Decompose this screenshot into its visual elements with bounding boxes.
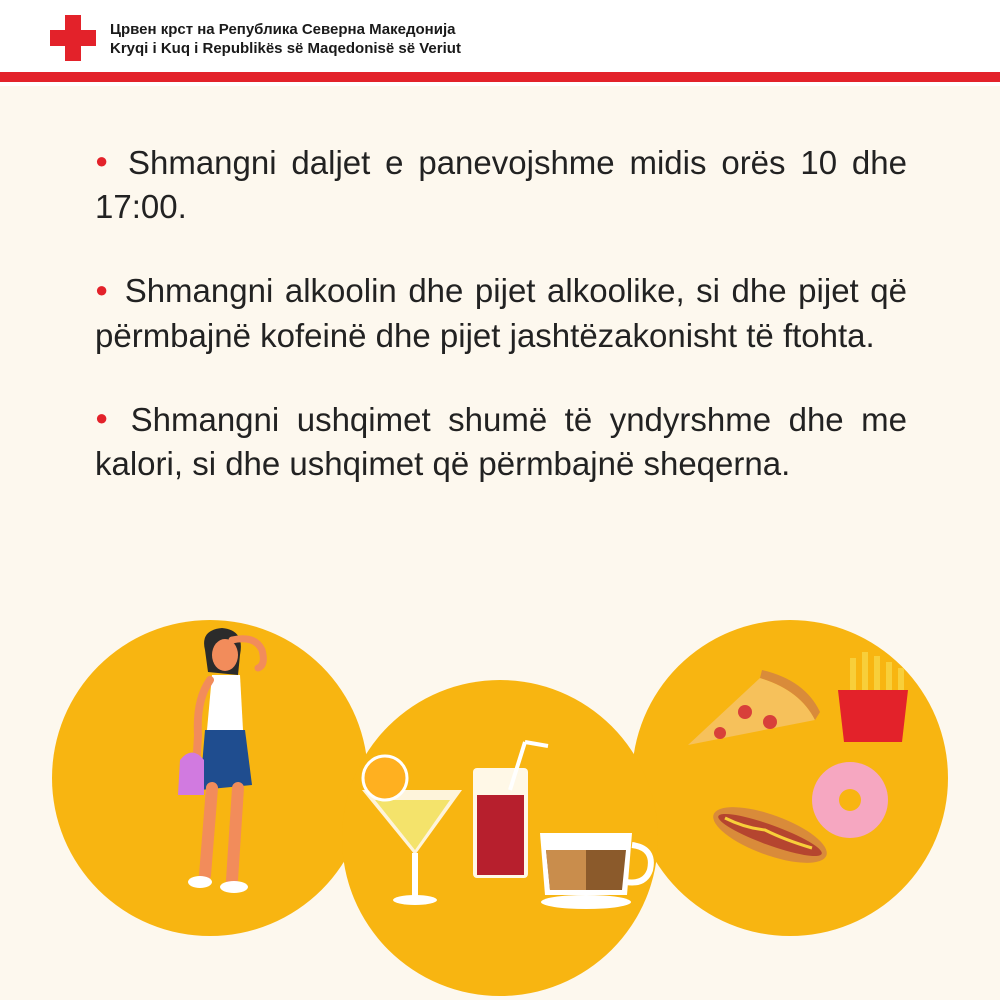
organization-name (110, 20, 461, 58)
bullet-icon: ● (95, 404, 117, 430)
red-cross-logo-icon (50, 15, 96, 61)
header (0, 0, 1000, 86)
bullet-icon: ● (95, 276, 111, 302)
illustration-circle-right (632, 620, 948, 936)
advice-item-1 (95, 142, 907, 228)
header-divider (0, 72, 1000, 82)
advice-list (95, 142, 907, 527)
bullet-icon: ● (95, 148, 114, 174)
advice-text-2: Shmangni alkoolin dhe pijet alkoolike, si dhe pijet që përmbajnë kofeinë dhe pijet jashtëzakonisht të ftohta. (95, 272, 907, 354)
advice-item-2 (95, 270, 907, 356)
advice-text-3: Shmangni ushqimet shumë të yndyrshme dhe me kalori, si dhe ushqimet që përmbajnë sheqerna. (95, 400, 907, 482)
org-name-albanian: Kryqi i Kuq i Republikës së Maqedonisë së Veriut (110, 40, 461, 57)
advice-item-3 (95, 399, 907, 485)
advice-text-1: Shmangni daljet e panevojshme midis orës 10 dhe 17:00. (95, 144, 907, 226)
org-name-macedonian: Црвен крст на Република Северна Македонија (110, 21, 456, 38)
illustrations (0, 600, 1000, 1000)
